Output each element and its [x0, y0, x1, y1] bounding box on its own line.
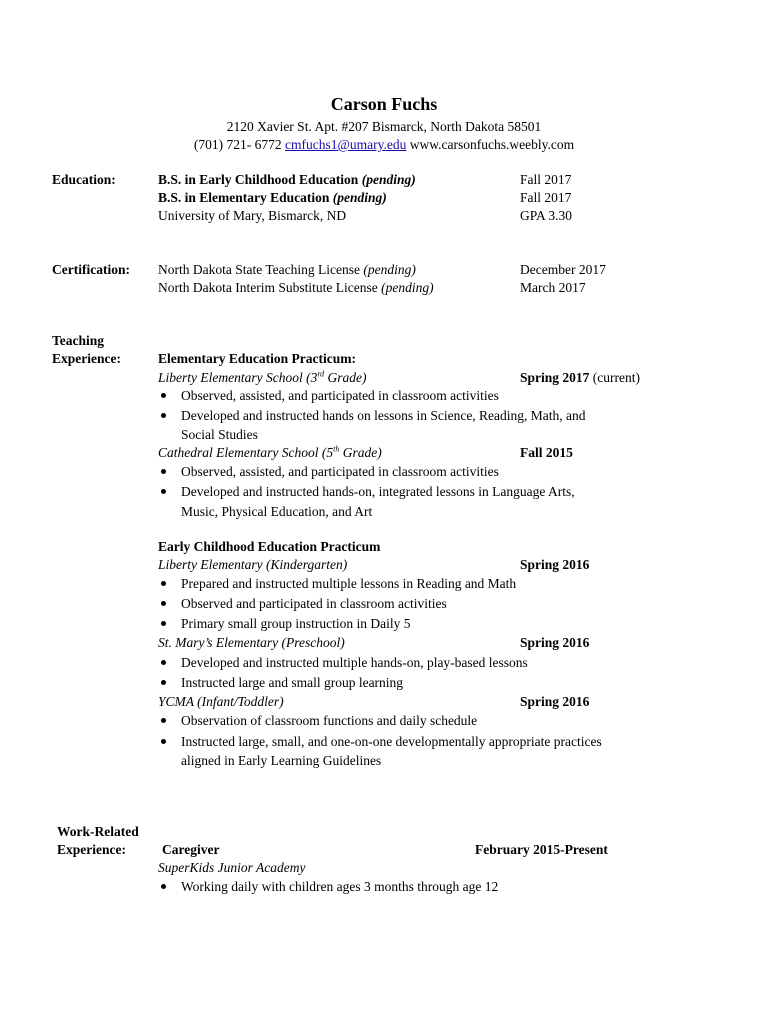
job-date: February 2015-Present [475, 842, 608, 857]
school-text: Liberty Elementary School (3 [158, 370, 318, 385]
bullet-icon [161, 601, 166, 606]
grade-suffix: th [333, 444, 340, 454]
bullet-text-cont: Music, Physical Education, and Art [181, 504, 373, 519]
bullet-icon [161, 413, 166, 418]
bullet-text: Developed and instructed hands on lessons in Science, Reading, Math, and [181, 408, 586, 423]
early-childhood-practicum-heading: Early Childhood Education Practicum [158, 539, 381, 554]
bullet-text-cont: Social Studies [181, 427, 258, 442]
degree-date: Fall 2017 [520, 172, 572, 187]
bullet-text: Working daily with children ages 3 months through age 12 [181, 879, 499, 894]
bullet-icon [161, 718, 166, 723]
cert-title: North Dakota State Teaching License [158, 262, 364, 277]
cert-status: (pending) [363, 262, 416, 277]
bullet-text: Developed and instructed multiple hands-on, play-based lessons [181, 655, 528, 670]
bullet-text: Instructed large, small, and one-on-one developmentally appropriate practices [181, 734, 602, 749]
cert-substitute-license [158, 279, 434, 297]
cert-date: March 2017 [520, 280, 586, 295]
bullet-text-cont: aligned in Early Learning Guidelines [181, 753, 382, 768]
liberty-k-school: Liberty Elementary (Kindergarten) [158, 557, 348, 572]
cert-date: December 2017 [520, 262, 606, 277]
degree-status: (pending) [332, 190, 387, 205]
bullet-icon [161, 621, 166, 626]
bullet-text: Prepared and instructed multiple lessons in Reading and Math [181, 576, 517, 591]
grade-suffix: rd [317, 369, 325, 379]
current-note: (current) [589, 370, 640, 385]
work-related-label: Work-Related [57, 824, 139, 839]
bullet-icon [161, 680, 166, 685]
bullet-icon [161, 489, 166, 494]
cert-state-license [158, 261, 416, 279]
degree-date: Fall 2017 [520, 190, 572, 205]
job-title: Caregiver [162, 842, 220, 857]
employer-name: SuperKids Junior Academy [158, 860, 306, 875]
phone: (701) 721- 6772 [193, 137, 285, 152]
cert-title: North Dakota Interim Substitute License [158, 280, 382, 295]
elementary-practicum-heading: Elementary Education Practicum: [158, 351, 356, 366]
bullet-text: Observed, assisted, and participated in classroom activities [181, 388, 499, 403]
contact-line [0, 136, 768, 154]
school-text: Cathedral Elementary School (5 [158, 445, 334, 460]
school-name: University of Mary, Bismarck, ND [158, 208, 347, 223]
work-experience-label: Experience: [57, 842, 126, 857]
ycma-school: YCMA (Infant/Toddler) [158, 694, 284, 709]
cathedral-school [158, 444, 382, 462]
email-link[interactable]: cmfuchs1@umary.edu [285, 137, 407, 152]
bullet-icon [161, 581, 166, 586]
bullet-text: Developed and instructed hands-on, integrated lessons in Language Arts, [181, 484, 575, 499]
ycma-date: Spring 2016 [520, 694, 590, 709]
bullet-icon [161, 469, 166, 474]
date-text: Spring 2017 [520, 370, 590, 385]
degree-elementary [158, 189, 387, 207]
bullet-icon [161, 884, 166, 889]
degree-status: (pending) [361, 172, 416, 187]
address: 2120 Xavier St. Apt. #207 Bismarck, North Dakota 58501 [226, 119, 542, 134]
experience-label: Experience: [52, 351, 121, 366]
education-label: Education: [52, 172, 116, 187]
bullet-icon [161, 739, 166, 744]
bullet-text: Observed and participated in classroom activities [181, 596, 447, 611]
degree-title: B.S. in Early Childhood Education [158, 172, 362, 187]
website: www.carsonfuchs.weebly.com [406, 137, 575, 152]
teaching-label: Teaching [52, 333, 105, 348]
cert-status: (pending) [381, 280, 434, 295]
st-marys-school: St. Mary’s Elementary (Preschool) [158, 635, 345, 650]
st-marys-date: Spring 2016 [520, 635, 590, 650]
bullet-icon [161, 660, 166, 665]
resume-name: Carson Fuchs [330, 94, 438, 114]
liberty-k-date: Spring 2016 [520, 557, 590, 572]
liberty-school [158, 369, 367, 387]
liberty-date [520, 369, 640, 387]
degree-early-childhood [158, 171, 416, 189]
bullet-icon [161, 393, 166, 398]
grade-text: Grade) [339, 445, 382, 460]
bullet-text: Observation of classroom functions and daily schedule [181, 713, 478, 728]
bullet-text: Observed, assisted, and participated in classroom activities [181, 464, 499, 479]
bullet-text: Primary small group instruction in Daily 5 [181, 616, 411, 631]
degree-title: B.S. in Elementary Education [158, 190, 333, 205]
bullet-text: Instructed large and small group learning [181, 675, 404, 690]
grade-text: Grade) [324, 370, 367, 385]
certification-label: Certification: [52, 262, 130, 277]
gpa: GPA 3.30 [520, 208, 573, 223]
cathedral-date: Fall 2015 [520, 445, 573, 460]
